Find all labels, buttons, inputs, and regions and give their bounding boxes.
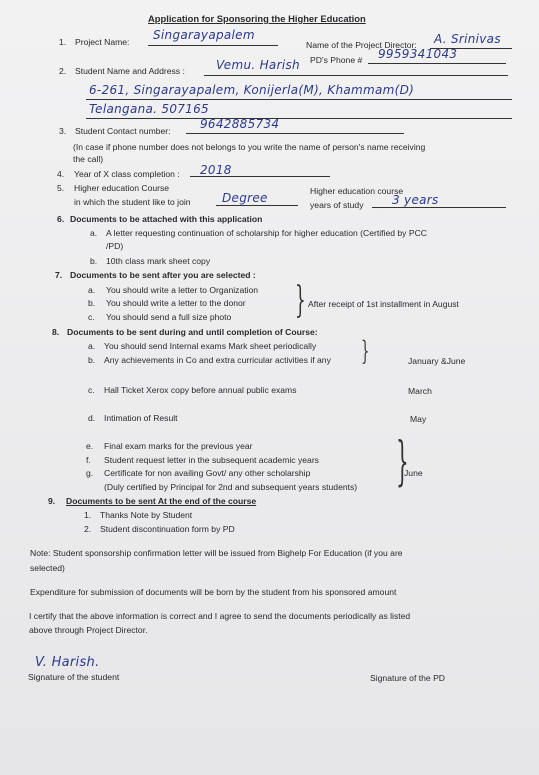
project-director-value: A. Srinivas [434,32,501,46]
list-item: Final exam marks for the previous year [104,441,253,451]
certify-text: I certify that the above information is correct and I agree to send the documents periodically as listed [29,611,411,621]
years-value: 3 years [392,193,439,207]
list-marker: c. [88,312,95,322]
list-marker: f. [86,455,91,465]
schedule-may: May [410,414,427,424]
list-marker: b. [88,298,96,308]
list-marker: g. [86,468,94,478]
section-number: 7. [55,270,63,280]
student-name-label: Student Name and Address : [75,66,185,76]
list-marker: a. [90,228,98,238]
pd-phone-underline [368,63,506,64]
list-marker: a. [88,341,96,351]
student-signature-label: Signature of the student [28,672,120,682]
address-underline-1 [86,99,512,100]
section8-heading: Documents to be sent during and until completion of Course: [67,327,318,337]
list-item: Certificate for non availing Govt/ any other scholarship [104,468,311,478]
note-text: Note: Student sponsorship confirmation letter will be issued from Bighelp For Education (if you are [30,548,403,558]
project-name-value: Singarayapalem [153,28,255,42]
section-number: 6. [57,214,65,224]
item-number: 1. [59,37,67,47]
list-item: Any achievements in Co and extra curricular activities if any [104,355,331,365]
pd-signature-label: Signature of the PD [370,673,446,683]
list-item: You should send Internal exams Mark sheet periodically [104,341,317,351]
years-underline [372,207,506,208]
course-label-cont: in which the student like to join [74,197,191,207]
x-year-value: 2018 [200,163,232,177]
list-marker: e. [86,441,94,451]
list-marker: b. [88,355,96,365]
list-marker: b. [90,256,98,266]
course-underline [216,205,298,206]
contact-note: (In case if phone number does not belongs to you write the name of person's name receiving [73,142,426,152]
list-item: Thanks Note by Student [100,510,193,520]
list-marker: a. [88,285,96,295]
address-line-2: Telangana. 507165 [89,102,209,116]
list-item: Hall Ticket Xerox copy before annual public exams [104,385,297,395]
course-value: Degree [222,191,268,205]
list-item: Student discontinuation form by PD [100,524,235,534]
schedule-march: March [408,386,432,396]
contact-underline [186,133,404,134]
section6-heading: Documents to be attached with this application [70,214,263,224]
list-item: A letter requesting continuation of scholarship for higher education (Certified by PCC [106,228,428,238]
expenditure-text: Expenditure for submission of documents will be born by the student from his sponsored amount [30,587,397,597]
list-item-cont: /PD) [106,241,124,251]
schedule-jan-june: January &June [408,356,466,366]
project-director-label: Name of the Project Director: [306,40,417,50]
list-marker: 1. [84,510,92,520]
schedule-june: June [404,468,423,478]
years-label: Higher education course [310,186,404,196]
list-item: You should write a letter to Organization [106,285,259,295]
contact-value: 9642885734 [200,117,280,131]
address-underline-2 [86,118,512,119]
list-marker: 2. [84,524,92,534]
right-brace-icon: } [295,278,306,321]
project-name-underline [148,45,278,46]
certify-text-cont: above through Project Director. [29,625,148,635]
section9-heading: Documents to be sent At the end of the course [66,496,257,506]
list-item: You should write a letter to the donor [106,298,246,308]
note-text-cont: selected) [30,563,65,573]
list-item: You should send a full size photo [106,312,232,322]
x-year-underline [190,176,330,177]
right-brace-icon: } [396,432,409,492]
course-label: Higher education Course [74,183,170,193]
years-label-cont: years of study [310,200,364,210]
contact-note-cont: the call) [73,154,104,164]
section-number: 9. [48,496,56,506]
project-name-label: Project Name: [75,37,130,47]
item-number: 3. [59,126,67,136]
item-number: 4. [57,169,65,179]
address-line-1: 6-261, Singarayapalem, Konijerla(M), Khammam(D) [89,83,415,97]
x-year-label: Year of X class completion : [74,169,180,179]
section7-note: After receipt of 1st installment in August [308,299,459,309]
item-number: 5. [57,183,65,193]
student-name-underline [204,75,508,76]
section-number: 8. [52,327,60,337]
item-number: 2. [59,66,67,76]
list-item-cont: (Duly certified by Principal for 2nd and subsequent years students) [104,482,358,492]
list-marker: d. [88,413,96,423]
right-brace-icon: } [361,336,370,367]
contact-label: Student Contact number: [75,126,171,136]
list-item: Student request letter in the subsequent academic years [104,455,319,465]
section7-heading: Documents to be sent after you are selected : [70,270,256,280]
pd-phone-label: PD's Phone # [310,55,363,65]
form-title: Application for Sponsoring the Higher Education [148,13,366,24]
list-item: 10th class mark sheet copy [106,256,211,266]
pd-phone-value: 9959341043 [378,47,458,61]
student-signature: V. Harish. [35,655,100,670]
student-name-value: Vemu. Harish [216,58,300,72]
list-marker: c. [88,385,95,395]
list-item: Intimation of Result [104,413,178,423]
